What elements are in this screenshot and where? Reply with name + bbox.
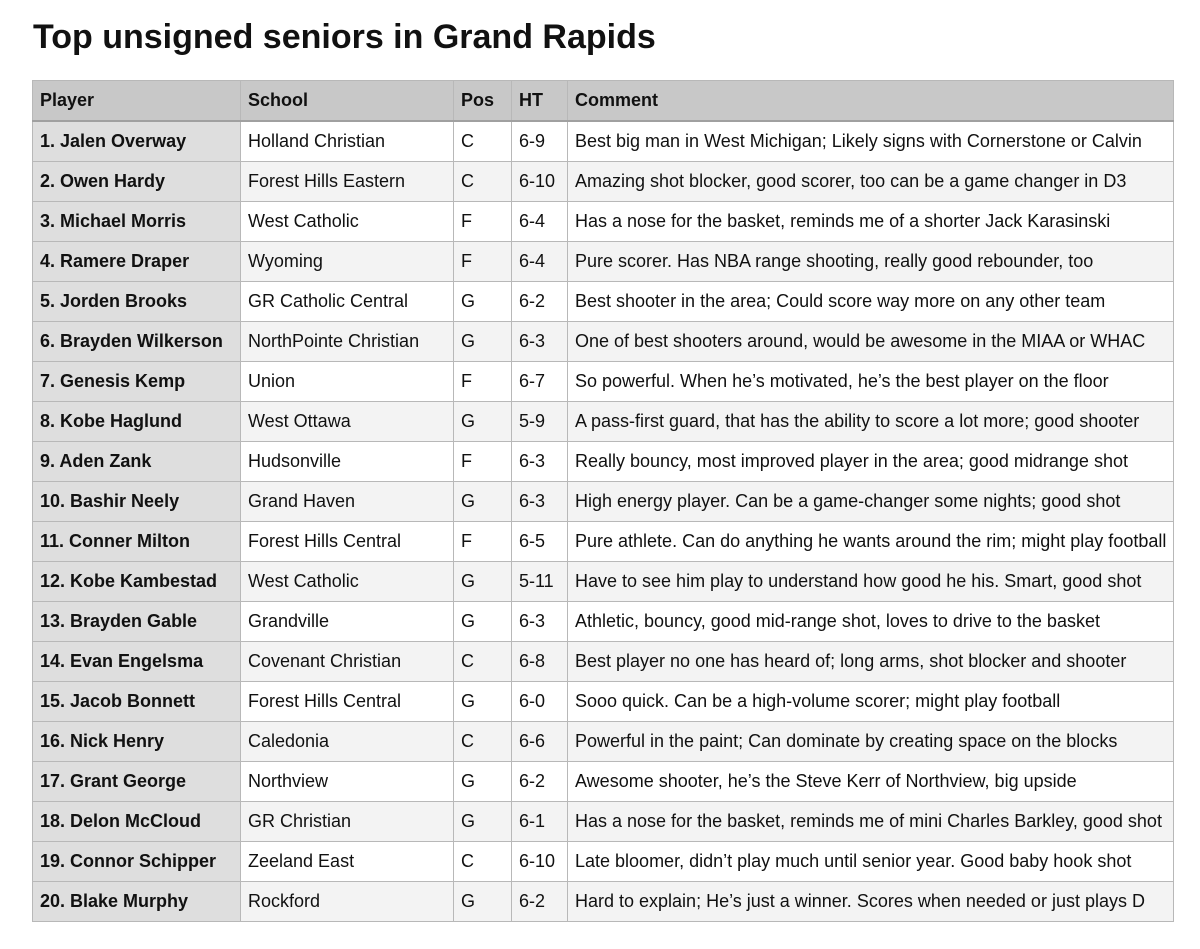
player-cell: 8. Kobe Haglund [33, 402, 241, 442]
school-cell: Zeeland East [241, 842, 454, 882]
school-cell: Grandville [241, 602, 454, 642]
table-row [33, 362, 1174, 402]
height-cell: 5-9 [512, 402, 568, 442]
column-header-player: Player [33, 81, 241, 122]
position-cell: G [454, 882, 512, 922]
table-row [33, 602, 1174, 642]
comment-cell: Late bloomer, didn’t play much until senior year. Good baby hook shot [568, 842, 1174, 882]
school-cell: Forest Hills Central [241, 682, 454, 722]
position-cell: C [454, 842, 512, 882]
height-cell: 5-11 [512, 562, 568, 602]
player-cell: 10. Bashir Neely [33, 482, 241, 522]
player-cell: 3. Michael Morris [33, 202, 241, 242]
comment-cell: Awesome shooter, he’s the Steve Kerr of Northview, big upside [568, 762, 1174, 802]
school-cell: GR Catholic Central [241, 282, 454, 322]
position-cell: C [454, 162, 512, 202]
school-cell: NorthPointe Christian [241, 322, 454, 362]
player-cell: 4. Ramere Draper [33, 242, 241, 282]
table-row [33, 202, 1174, 242]
height-cell: 6-8 [512, 642, 568, 682]
height-cell: 6-10 [512, 162, 568, 202]
player-cell: 19. Connor Schipper [33, 842, 241, 882]
school-cell: Wyoming [241, 242, 454, 282]
player-cell: 9. Aden Zank [33, 442, 241, 482]
player-cell: 12. Kobe Kambestad [33, 562, 241, 602]
school-cell: Northview [241, 762, 454, 802]
table-row [33, 762, 1174, 802]
column-header-ht: HT [512, 81, 568, 122]
table-row [33, 121, 1174, 162]
position-cell: G [454, 282, 512, 322]
height-cell: 6-3 [512, 602, 568, 642]
player-cell: 18. Delon McCloud [33, 802, 241, 842]
table-row [33, 282, 1174, 322]
height-cell: 6-9 [512, 121, 568, 162]
comment-cell: Best player no one has heard of; long arms, shot blocker and shooter [568, 642, 1174, 682]
school-cell: GR Christian [241, 802, 454, 842]
position-cell: G [454, 682, 512, 722]
position-cell: C [454, 121, 512, 162]
player-cell: 13. Brayden Gable [33, 602, 241, 642]
table-row [33, 722, 1174, 762]
player-cell: 2. Owen Hardy [33, 162, 241, 202]
position-cell: G [454, 762, 512, 802]
position-cell: G [454, 562, 512, 602]
player-cell: 15. Jacob Bonnett [33, 682, 241, 722]
school-cell: Grand Haven [241, 482, 454, 522]
position-cell: F [454, 202, 512, 242]
position-cell: F [454, 442, 512, 482]
school-cell: Rockford [241, 882, 454, 922]
player-cell: 14. Evan Engelsma [33, 642, 241, 682]
position-cell: F [454, 522, 512, 562]
comment-cell: Sooo quick. Can be a high-volume scorer; might play football [568, 682, 1174, 722]
table-row [33, 562, 1174, 602]
comment-cell: Best shooter in the area; Could score way more on any other team [568, 282, 1174, 322]
table-row [33, 642, 1174, 682]
height-cell: 6-4 [512, 202, 568, 242]
height-cell: 6-1 [512, 802, 568, 842]
comment-cell: A pass-first guard, that has the ability to score a lot more; good shooter [568, 402, 1174, 442]
height-cell: 6-2 [512, 282, 568, 322]
height-cell: 6-6 [512, 722, 568, 762]
position-cell: G [454, 322, 512, 362]
height-cell: 6-4 [512, 242, 568, 282]
height-cell: 6-5 [512, 522, 568, 562]
school-cell: Covenant Christian [241, 642, 454, 682]
school-cell: Caledonia [241, 722, 454, 762]
comment-cell: Really bouncy, most improved player in the area; good midrange shot [568, 442, 1174, 482]
comment-cell: So powerful. When he’s motivated, he’s the best player on the floor [568, 362, 1174, 402]
comment-cell: Pure athlete. Can do anything he wants around the rim; might play football [568, 522, 1174, 562]
table-body [33, 121, 1174, 922]
table-row [33, 882, 1174, 922]
page-title: Top unsigned seniors in Grand Rapids [33, 18, 656, 56]
height-cell: 6-2 [512, 882, 568, 922]
height-cell: 6-3 [512, 322, 568, 362]
school-cell: Forest Hills Eastern [241, 162, 454, 202]
table-row [33, 802, 1174, 842]
school-cell: Union [241, 362, 454, 402]
table-header [33, 81, 1174, 122]
table-row [33, 442, 1174, 482]
player-cell: 6. Brayden Wilkerson [33, 322, 241, 362]
position-cell: G [454, 482, 512, 522]
position-cell: F [454, 362, 512, 402]
player-cell: 5. Jorden Brooks [33, 282, 241, 322]
comment-cell: Powerful in the paint; Can dominate by creating space on the blocks [568, 722, 1174, 762]
comment-cell: High energy player. Can be a game-changer some nights; good shot [568, 482, 1174, 522]
player-cell: 7. Genesis Kemp [33, 362, 241, 402]
player-cell: 20. Blake Murphy [33, 882, 241, 922]
height-cell: 6-3 [512, 482, 568, 522]
table-row [33, 402, 1174, 442]
comment-cell: Has a nose for the basket, reminds me of mini Charles Barkley, good shot [568, 802, 1174, 842]
school-cell: Holland Christian [241, 121, 454, 162]
height-cell: 6-7 [512, 362, 568, 402]
column-header-comment: Comment [568, 81, 1174, 122]
height-cell: 6-10 [512, 842, 568, 882]
header-row [33, 81, 1174, 122]
school-cell: West Ottawa [241, 402, 454, 442]
school-cell: Hudsonville [241, 442, 454, 482]
comment-cell: Hard to explain; He’s just a winner. Scores when needed or just plays D [568, 882, 1174, 922]
players-table [32, 80, 1174, 922]
player-cell: 17. Grant George [33, 762, 241, 802]
school-cell: Forest Hills Central [241, 522, 454, 562]
player-cell: 16. Nick Henry [33, 722, 241, 762]
player-cell: 11. Conner Milton [33, 522, 241, 562]
school-cell: West Catholic [241, 202, 454, 242]
comment-cell: Have to see him play to understand how good he his. Smart, good shot [568, 562, 1174, 602]
school-cell: West Catholic [241, 562, 454, 602]
table-row [33, 162, 1174, 202]
comment-cell: Has a nose for the basket, reminds me of a shorter Jack Karasinski [568, 202, 1174, 242]
position-cell: G [454, 602, 512, 642]
height-cell: 6-3 [512, 442, 568, 482]
position-cell: F [454, 242, 512, 282]
height-cell: 6-2 [512, 762, 568, 802]
table-row [33, 242, 1174, 282]
table-row [33, 482, 1174, 522]
table-row [33, 322, 1174, 362]
position-cell: C [454, 722, 512, 762]
column-header-pos: Pos [454, 81, 512, 122]
column-header-school: School [241, 81, 454, 122]
height-cell: 6-0 [512, 682, 568, 722]
table-row [33, 842, 1174, 882]
table-row [33, 522, 1174, 562]
position-cell: C [454, 642, 512, 682]
player-cell: 1. Jalen Overway [33, 121, 241, 162]
position-cell: G [454, 802, 512, 842]
comment-cell: Best big man in West Michigan; Likely signs with Cornerstone or Calvin [568, 121, 1174, 162]
table-row [33, 682, 1174, 722]
comment-cell: Amazing shot blocker, good scorer, too can be a game changer in D3 [568, 162, 1174, 202]
position-cell: G [454, 402, 512, 442]
comment-cell: Athletic, bouncy, good mid-range shot, loves to drive to the basket [568, 602, 1174, 642]
comment-cell: Pure scorer. Has NBA range shooting, really good rebounder, too [568, 242, 1174, 282]
comment-cell: One of best shooters around, would be awesome in the MIAA or WHAC [568, 322, 1174, 362]
